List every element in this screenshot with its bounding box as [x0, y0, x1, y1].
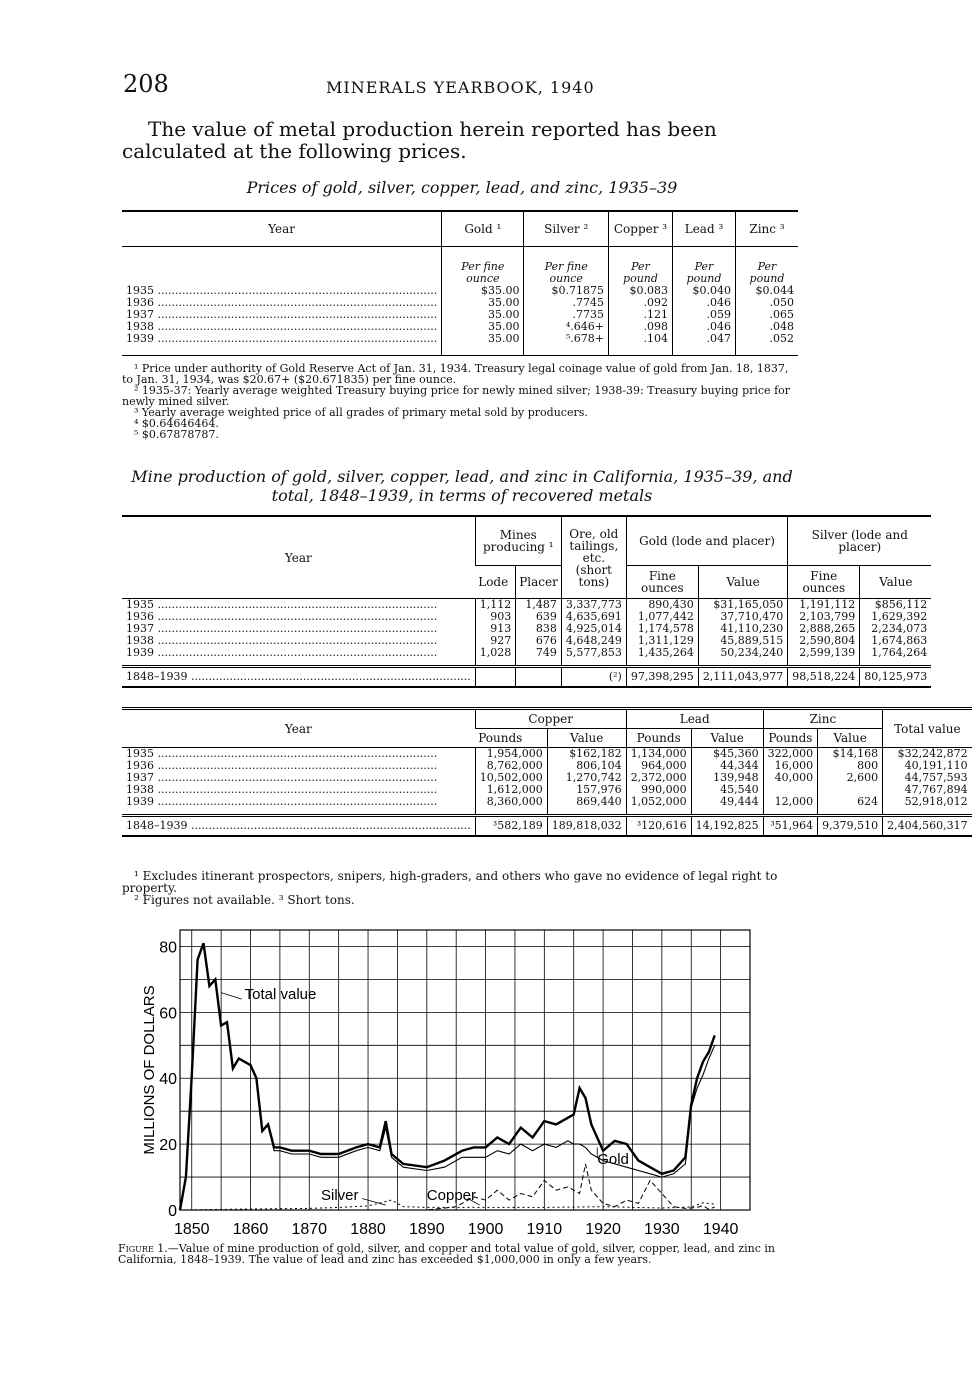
x-tick-label: 1910: [526, 1221, 563, 1238]
y-tick-label: 60: [159, 1005, 177, 1023]
year-cell: 1935 ................................................................................: [126, 284, 438, 297]
copper-value: 869,440: [547, 796, 626, 816]
x-tick-label: 1920: [585, 1221, 621, 1238]
unit-zinc: Per pound: [735, 247, 798, 286]
year-cell: 1939 ................................................................................: [122, 333, 442, 356]
th-gold: Gold (lode and placer): [626, 516, 787, 566]
total-value: 40,191,110: [883, 760, 972, 772]
silver-value: 1,629,392: [860, 611, 931, 623]
production-table-caption: Mine production of gold, silver, copper, lead, and zinc in California, 1935–39, and total, 1848–1939, in terms of recovered metals: [131, 467, 793, 505]
mines-lode: [475, 667, 516, 688]
lead-value: 44,344: [691, 760, 763, 772]
copper-price: .092: [608, 297, 672, 309]
page-number: 208: [123, 70, 169, 98]
year-cell: 1936 ................................................................................: [126, 296, 438, 309]
table-row: [122, 333, 798, 356]
gold-ounces: 1,174,578: [626, 623, 698, 635]
year-cell: 1936 ................................................................................: [126, 610, 438, 623]
th-silver-value: Value: [860, 566, 931, 599]
th-lead-pounds: Pounds: [626, 729, 691, 748]
prices-table-caption: Prices of gold, silver, copper, lead, and zinc, 1935–39: [246, 178, 678, 197]
th-copper: Copper: [475, 709, 626, 729]
year-cell: 1939 ................................................................................: [126, 646, 438, 659]
figure-caption-text: —Value of mine production of gold, silver, and copper and total value of gold, silver, copper, lead, and zinc in California, 1848–1939. The value of lead and zinc has exceeded $1,000,000 in only a few years.: [118, 1242, 775, 1266]
x-tick-label: 1900: [467, 1221, 504, 1238]
plot-frame: [180, 930, 750, 1210]
running-head: MINERALS YEARBOOK, 1940: [326, 78, 595, 97]
silver-ounces: 2,590,804: [788, 635, 860, 647]
year-cell: 1935 ................................................................................: [126, 598, 438, 611]
footnote: ³ Yearly average weighted price of all grades of primary metal sold by producers.: [134, 406, 588, 419]
year-cell: 1937 ................................................................................: [126, 308, 438, 321]
mines-lode: 927: [475, 635, 516, 647]
series-annotation: Gold: [597, 1150, 629, 1168]
th-zinc: Zinc: [763, 709, 882, 729]
th-gold-value: Value: [698, 566, 787, 599]
mines-lode: 1,112: [475, 599, 516, 612]
silver-value: 80,125,973: [860, 667, 931, 688]
copper-value: $162,182: [547, 748, 626, 761]
zinc-pounds: ³51,964: [763, 816, 818, 837]
th-copper-value: Value: [547, 729, 626, 748]
silver-price: $0.71875: [524, 285, 609, 297]
mines-placer: 838: [516, 623, 562, 635]
series-annotation: Silver: [321, 1187, 359, 1205]
lead-value: 45,540: [691, 784, 763, 796]
series-annotation: Total value: [244, 986, 317, 1004]
ore-tons: 4,925,014: [561, 623, 626, 635]
silver-ounces: 1,191,112: [788, 599, 860, 612]
zinc-price: $0.044: [735, 285, 798, 297]
total-row: [122, 667, 931, 688]
silver-ounces: 2,599,139: [788, 647, 860, 667]
silver-value: 2,234,073: [860, 623, 931, 635]
y-axis-label: MILLIONS OF DOLLARS: [141, 985, 158, 1155]
zinc-value: $14,168: [818, 748, 883, 761]
th-gold-ounces: Fine ounces: [626, 566, 698, 599]
x-tick-label: 1930: [644, 1221, 680, 1238]
copper-pounds: ³582,189: [475, 816, 547, 837]
lead-price: .059: [672, 309, 735, 321]
total-value: $32,242,872: [883, 748, 972, 761]
copper-pounds: 8,360,000: [475, 796, 547, 816]
th-total-value: Total value: [883, 709, 972, 748]
th-year: Year: [122, 709, 475, 748]
th-lead: Lead ³: [672, 211, 735, 247]
zinc-price: .052: [735, 333, 798, 356]
copper-value: 806,104: [547, 760, 626, 772]
year-cell: 1937 ................................................................................: [126, 771, 438, 784]
th-silver: Silver ²: [524, 211, 609, 247]
footnote: ² 1935-37: Yearly average weighted Treasury buying price for newly mined silver; 1938-39: Treasury buying price for newly mined silver.: [122, 384, 791, 408]
x-tick-label: 1940: [702, 1221, 739, 1238]
year-cell: 1848–1939 ................................................................................: [122, 667, 475, 688]
unit-lead: Per pound: [672, 247, 735, 286]
unit-silver: Per fine ounce: [524, 247, 609, 286]
mines-placer: 749: [516, 647, 562, 667]
gold-ounces: 890,430: [626, 599, 698, 612]
intro-paragraph: The value of metal production herein reported has been calculated at the following prices.: [122, 117, 717, 163]
th-placer: Placer: [516, 566, 562, 599]
year-cell: 1938 ................................................................................: [126, 634, 438, 647]
mines-placer: 676: [516, 635, 562, 647]
x-tick-label: 1870: [291, 1221, 328, 1238]
series-annotation: Copper: [426, 1187, 477, 1205]
series-total-value: [180, 943, 715, 1210]
gold-value: 45,889,515: [698, 635, 787, 647]
zinc-pounds: 322,000: [763, 748, 818, 761]
lead-pounds: 1,134,000: [626, 748, 691, 761]
th-silver: Silver (lode and placer): [788, 516, 931, 566]
silver-ounces: 98,518,224: [788, 667, 860, 688]
th-zinc-value: Value: [818, 729, 883, 748]
copper-price: $0.083: [608, 285, 672, 297]
zinc-price: .065: [735, 309, 798, 321]
silver-price: ⁵.678+: [524, 333, 609, 356]
mines-lode: 903: [475, 611, 516, 623]
silver-ounces: 2,103,799: [788, 611, 860, 623]
year-cell: 1938 ................................................................................: [126, 783, 438, 796]
lead-value: 14,192,825: [691, 816, 763, 837]
footnote: ¹ Excludes itinerant prospectors, snipers, high-graders, and others who gave no evidence of legal right to property.: [122, 869, 778, 895]
silver-value: 1,674,863: [860, 635, 931, 647]
silver-value: $856,112: [860, 599, 931, 612]
lead-pounds: 990,000: [626, 784, 691, 796]
prices-footnotes: [122, 363, 798, 440]
x-tick-label: 1880: [350, 1221, 386, 1238]
copper-pounds: 10,502,000: [475, 772, 547, 784]
table-row: [122, 647, 931, 667]
x-tick-label: 1850: [173, 1221, 210, 1238]
copper-value: 189,818,032: [547, 816, 626, 837]
lead-pounds: ³120,616: [626, 816, 691, 837]
th-copper-pounds: Pounds: [475, 729, 547, 748]
lead-pounds: 964,000: [626, 760, 691, 772]
ore-tons: 4,648,249: [561, 635, 626, 647]
silver-price: .7735: [524, 309, 609, 321]
prices-table: [122, 210, 798, 356]
gold-price: 35.00: [442, 321, 524, 333]
copper-value: 1,270,742: [547, 772, 626, 784]
table-row: [122, 796, 972, 816]
gold-price: 35.00: [442, 297, 524, 309]
zinc-value: 800: [818, 760, 883, 772]
copper-pounds: 1,954,000: [475, 748, 547, 761]
th-lead-value: Value: [691, 729, 763, 748]
footnote: ² Figures not available. ³ Short tons.: [134, 893, 355, 907]
lead-price: .047: [672, 333, 735, 356]
gold-ounces: 1,435,264: [626, 647, 698, 667]
footnote: ⁵ $0.67878787.: [134, 428, 219, 441]
production-value-chart: [120, 925, 760, 1243]
gold-ounces: 1,077,442: [626, 611, 698, 623]
th-zinc-pounds: Pounds: [763, 729, 818, 748]
year-cell: 1936 ................................................................................: [126, 759, 438, 772]
silver-ounces: 2,888,265: [788, 623, 860, 635]
gold-value: $31,165,050: [698, 599, 787, 612]
zinc-pounds: 12,000: [763, 796, 818, 816]
zinc-value: 9,379,510: [818, 816, 883, 837]
y-tick-label: 20: [159, 1137, 177, 1155]
silver-price: .7745: [524, 297, 609, 309]
figure-label: Figure 1.: [118, 1242, 168, 1255]
mines-lode: 1,028: [475, 647, 516, 667]
lead-price: $0.040: [672, 285, 735, 297]
ore-tons: 4,635,691: [561, 611, 626, 623]
figure-caption: [118, 1243, 798, 1265]
y-tick-label: 80: [159, 939, 177, 957]
total-row: [122, 816, 972, 837]
th-gold: Gold ¹: [442, 211, 524, 247]
unit-gold: Per fine ounce: [442, 247, 524, 286]
gold-ounces: 1,311,129: [626, 635, 698, 647]
footnote: ¹ Price under authority of Gold Reserve Act of Jan. 31, 1934. Treasury legal coinage value of gold from Jan. 18, 1837, to Jan. 31, 1934, was $20.67+ ($20.671835) per fine ounce.: [122, 362, 789, 386]
mines-placer: 1,487: [516, 599, 562, 612]
total-value: 2,404,560,317: [883, 816, 972, 837]
unit-year: [122, 247, 442, 286]
y-tick-label: 40: [159, 1071, 177, 1089]
silver-value: 1,764,264: [860, 647, 931, 667]
lead-pounds: 2,372,000: [626, 772, 691, 784]
unit-copper: Per pound: [608, 247, 672, 286]
year-cell: 1938 ................................................................................: [126, 320, 438, 333]
production-table-gold-silver: [122, 515, 931, 688]
gold-value: 50,234,240: [698, 647, 787, 667]
production-footnotes: [122, 870, 798, 906]
copper-pounds: 8,762,000: [475, 760, 547, 772]
copper-price: .121: [608, 309, 672, 321]
lead-value: $45,360: [691, 748, 763, 761]
th-lead: Lead: [626, 709, 763, 729]
mines-lode: 913: [475, 623, 516, 635]
ore-tons: (²): [561, 667, 626, 688]
lead-value: 139,948: [691, 772, 763, 784]
gold-price: 35.00: [442, 309, 524, 321]
mines-placer: 639: [516, 611, 562, 623]
th-year: Year: [122, 211, 442, 247]
total-value: 52,918,012: [883, 796, 972, 816]
x-tick-label: 1890: [409, 1221, 445, 1238]
annotation-leader: [362, 1198, 386, 1205]
mines-placer: [516, 667, 562, 688]
total-value: 44,757,593: [883, 772, 972, 784]
th-copper: Copper ³: [608, 211, 672, 247]
y-tick-label: 0: [168, 1203, 177, 1220]
gold-value: 41,110,230: [698, 623, 787, 635]
th-lode: Lode: [475, 566, 516, 599]
gold-price: $35.00: [442, 285, 524, 297]
zinc-pounds: 40,000: [763, 772, 818, 784]
gold-value: 37,710,470: [698, 611, 787, 623]
zinc-value: 624: [818, 796, 883, 816]
annotation-leader: [221, 993, 242, 1000]
footnote: ⁴ $0.64646464.: [134, 417, 219, 430]
th-year: Year: [122, 516, 475, 599]
zinc-price: .048: [735, 321, 798, 333]
th-mines-producing: Mines producing ¹: [475, 516, 561, 566]
zinc-value: 2,600: [818, 772, 883, 784]
year-cell: 1935 ................................................................................: [126, 747, 438, 760]
lead-price: .046: [672, 297, 735, 309]
series-gold: [180, 943, 715, 1210]
copper-price: .104: [608, 333, 672, 356]
production-table-copper-lead-zinc: [122, 707, 972, 837]
gold-value: 2,111,043,977: [698, 667, 787, 688]
th-silver-ounces: Fine ounces: [788, 566, 860, 599]
year-cell: 1937 ................................................................................: [126, 622, 438, 635]
copper-price: .098: [608, 321, 672, 333]
year-cell: 1848–1939 ................................................................................: [122, 816, 475, 837]
x-tick-label: 1860: [232, 1221, 269, 1238]
lead-pounds: 1,052,000: [626, 796, 691, 816]
copper-value: 157,976: [547, 784, 626, 796]
gold-ounces: 97,398,295: [626, 667, 698, 688]
silver-price: ⁴.646+: [524, 321, 609, 333]
copper-pounds: 1,612,000: [475, 784, 547, 796]
ore-tons: 3,337,773: [561, 599, 626, 612]
lead-price: .046: [672, 321, 735, 333]
ore-tons: 5,577,853: [561, 647, 626, 667]
th-zinc: Zinc ³: [735, 211, 798, 247]
th-ore-tons: Ore, old tailings, etc. (short tons): [561, 516, 626, 599]
gold-price: 35.00: [442, 333, 524, 356]
zinc-price: .050: [735, 297, 798, 309]
zinc-pounds: 16,000: [763, 760, 818, 772]
lead-value: 49,444: [691, 796, 763, 816]
year-cell: 1939 ................................................................................: [126, 795, 438, 808]
total-value: 47,767,894: [883, 784, 972, 796]
